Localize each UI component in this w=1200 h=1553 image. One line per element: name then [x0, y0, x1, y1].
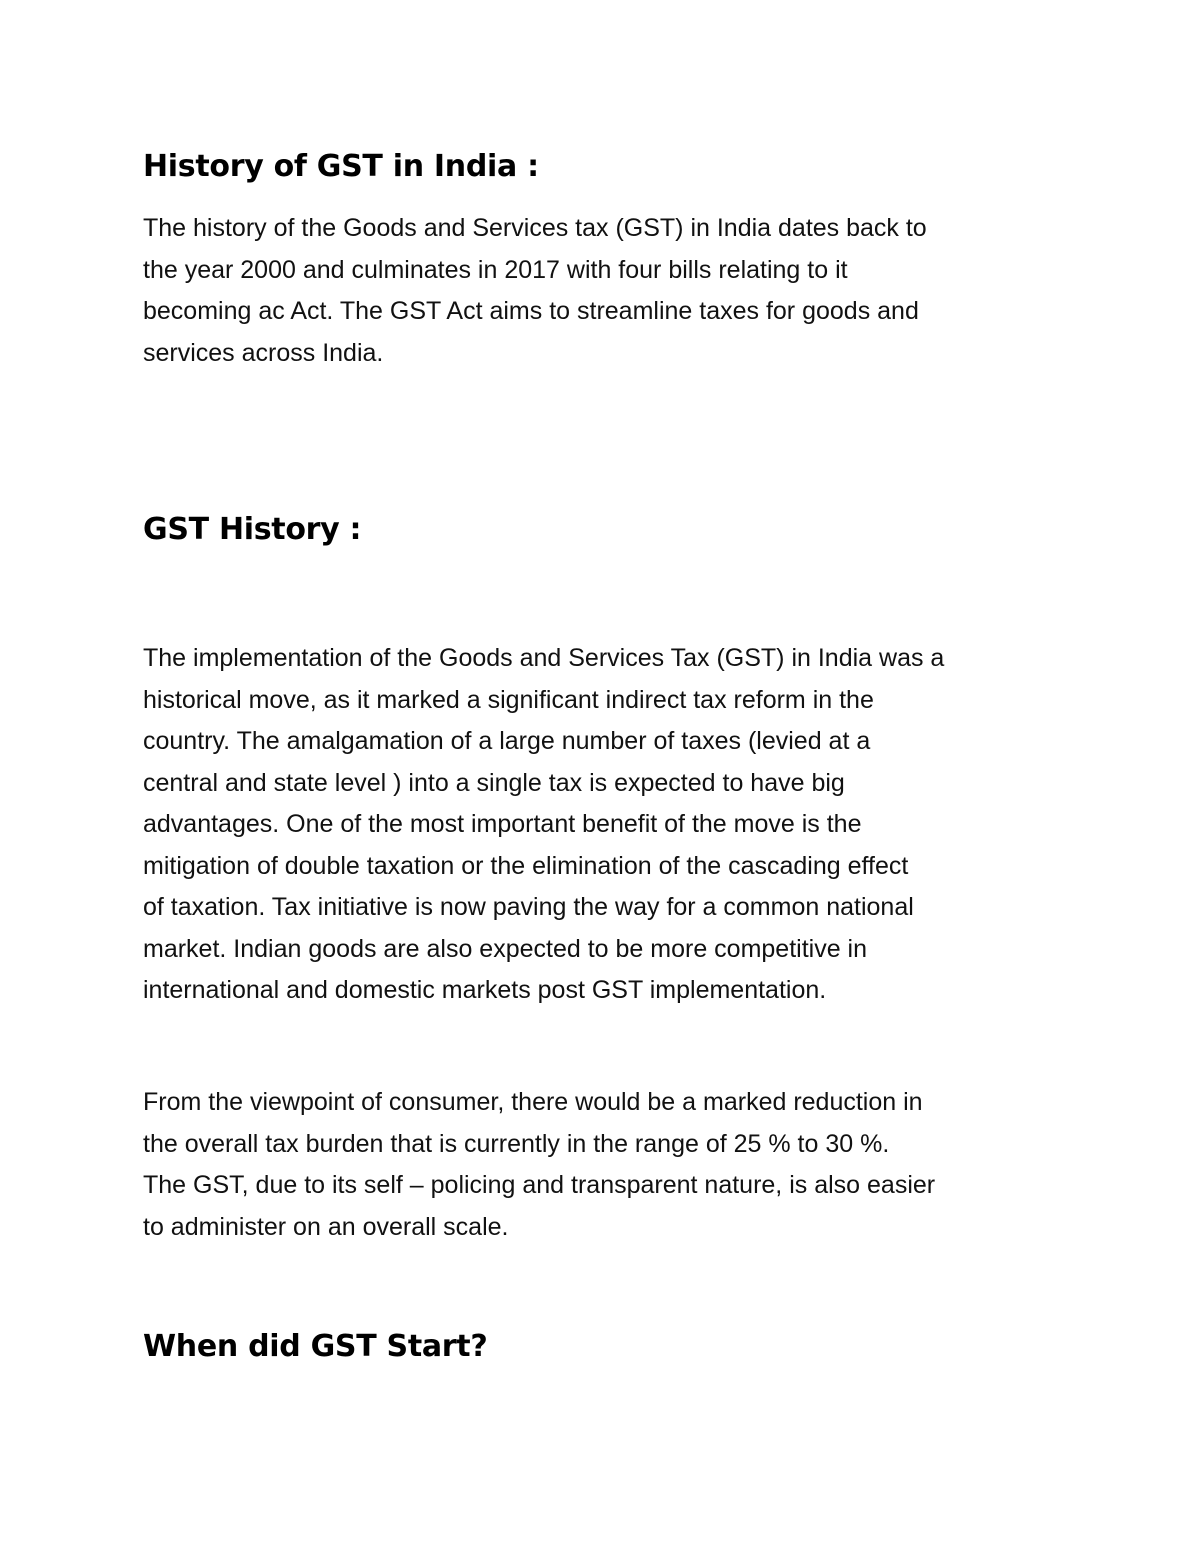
text-line: the year 2000 and culminates in 2017 with four bills relating to it	[143, 255, 848, 284]
section-heading: History of GST in India :	[143, 149, 539, 184]
paragraph	[143, 1082, 1083, 1248]
text-line: The implementation of the Goods and Services Tax (GST) in India was a	[143, 644, 945, 672]
text-line: market. Indian goods are also expected to be more competitive in	[143, 934, 868, 963]
text-line: services across India.	[143, 338, 384, 367]
text-line: The GST, due to its self – policing and transparent nature, is also easier	[143, 1171, 936, 1199]
text-line: central and state level ) into a single tax is expected to have big	[143, 768, 845, 797]
section-gst-history	[143, 510, 1083, 550]
section-history-of-gst	[143, 147, 1083, 187]
section-when-did-gst-start	[143, 1327, 1083, 1367]
text-line: historical move, as it marked a significant indirect tax reform in the	[143, 685, 874, 714]
text-line: becoming ac Act. The GST Act aims to streamline taxes for goods and	[143, 297, 919, 325]
text-line: The history of the Goods and Services tax (GST) in India dates back to	[143, 214, 927, 242]
text-line: country. The amalgamation of a large number of taxes (levied at a	[143, 727, 871, 755]
section-heading: GST History :	[143, 512, 362, 547]
text-line: mitigation of double taxation or the elimination of the cascading effect	[143, 851, 909, 880]
text-line: advantages. One of the most important benefit of the move is the	[143, 810, 862, 838]
paragraph	[143, 638, 1083, 1012]
paragraph	[143, 208, 1083, 374]
text-line: of taxation. Tax initiative is now paving the way for a common national	[143, 893, 914, 921]
text-line: the overall tax burden that is currently in the range of 25 % to 30 %.	[143, 1129, 890, 1158]
text-line: to administer on an overall scale.	[143, 1212, 509, 1241]
text-line: From the viewpoint of consumer, there would be a marked reduction in	[143, 1088, 923, 1116]
section-heading: When did GST Start?	[143, 1329, 488, 1364]
text-line: international and domestic markets post GST implementation.	[143, 976, 827, 1004]
